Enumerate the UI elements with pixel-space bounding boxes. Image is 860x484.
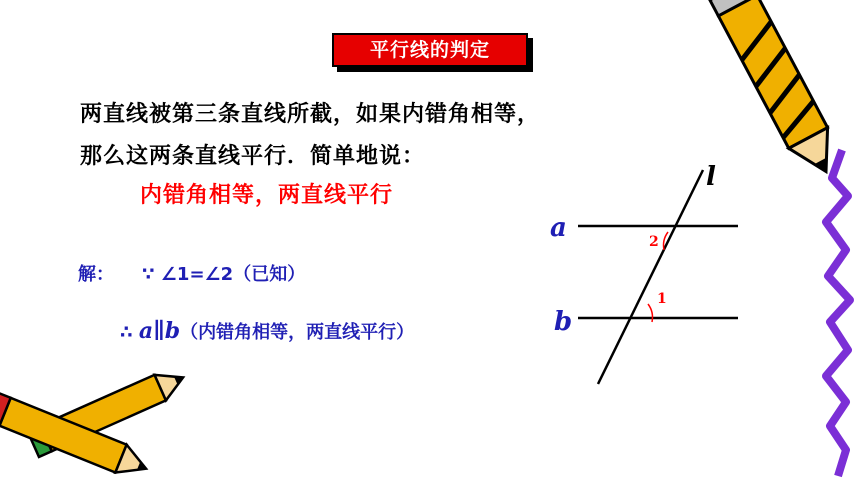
solution-label: 解： bbox=[78, 264, 114, 285]
label-l: l bbox=[706, 162, 716, 192]
page-title: 平行线的判定 bbox=[332, 33, 528, 67]
rule-statement: 内错角相等，两直线平行 bbox=[140, 183, 394, 208]
paragraph-line-2: 那么这两条直线平行．简单地说： bbox=[80, 144, 426, 169]
conclusion-reason: （内错角相等，两直线平行） bbox=[180, 322, 415, 343]
therefore-symbol: ∴ bbox=[120, 322, 133, 343]
label-b: b bbox=[554, 307, 573, 337]
because-statement: ∵ ∠1=∠2（已知） bbox=[142, 264, 306, 285]
label-a: a bbox=[550, 213, 567, 243]
paragraph-line-1: 两直线被第三条直线所截，如果内错角相等， bbox=[80, 102, 541, 127]
parallel-statement: a∥b bbox=[138, 318, 181, 344]
angle-2-label: 2 bbox=[649, 234, 659, 250]
angle-1-label: 1 bbox=[657, 291, 667, 307]
